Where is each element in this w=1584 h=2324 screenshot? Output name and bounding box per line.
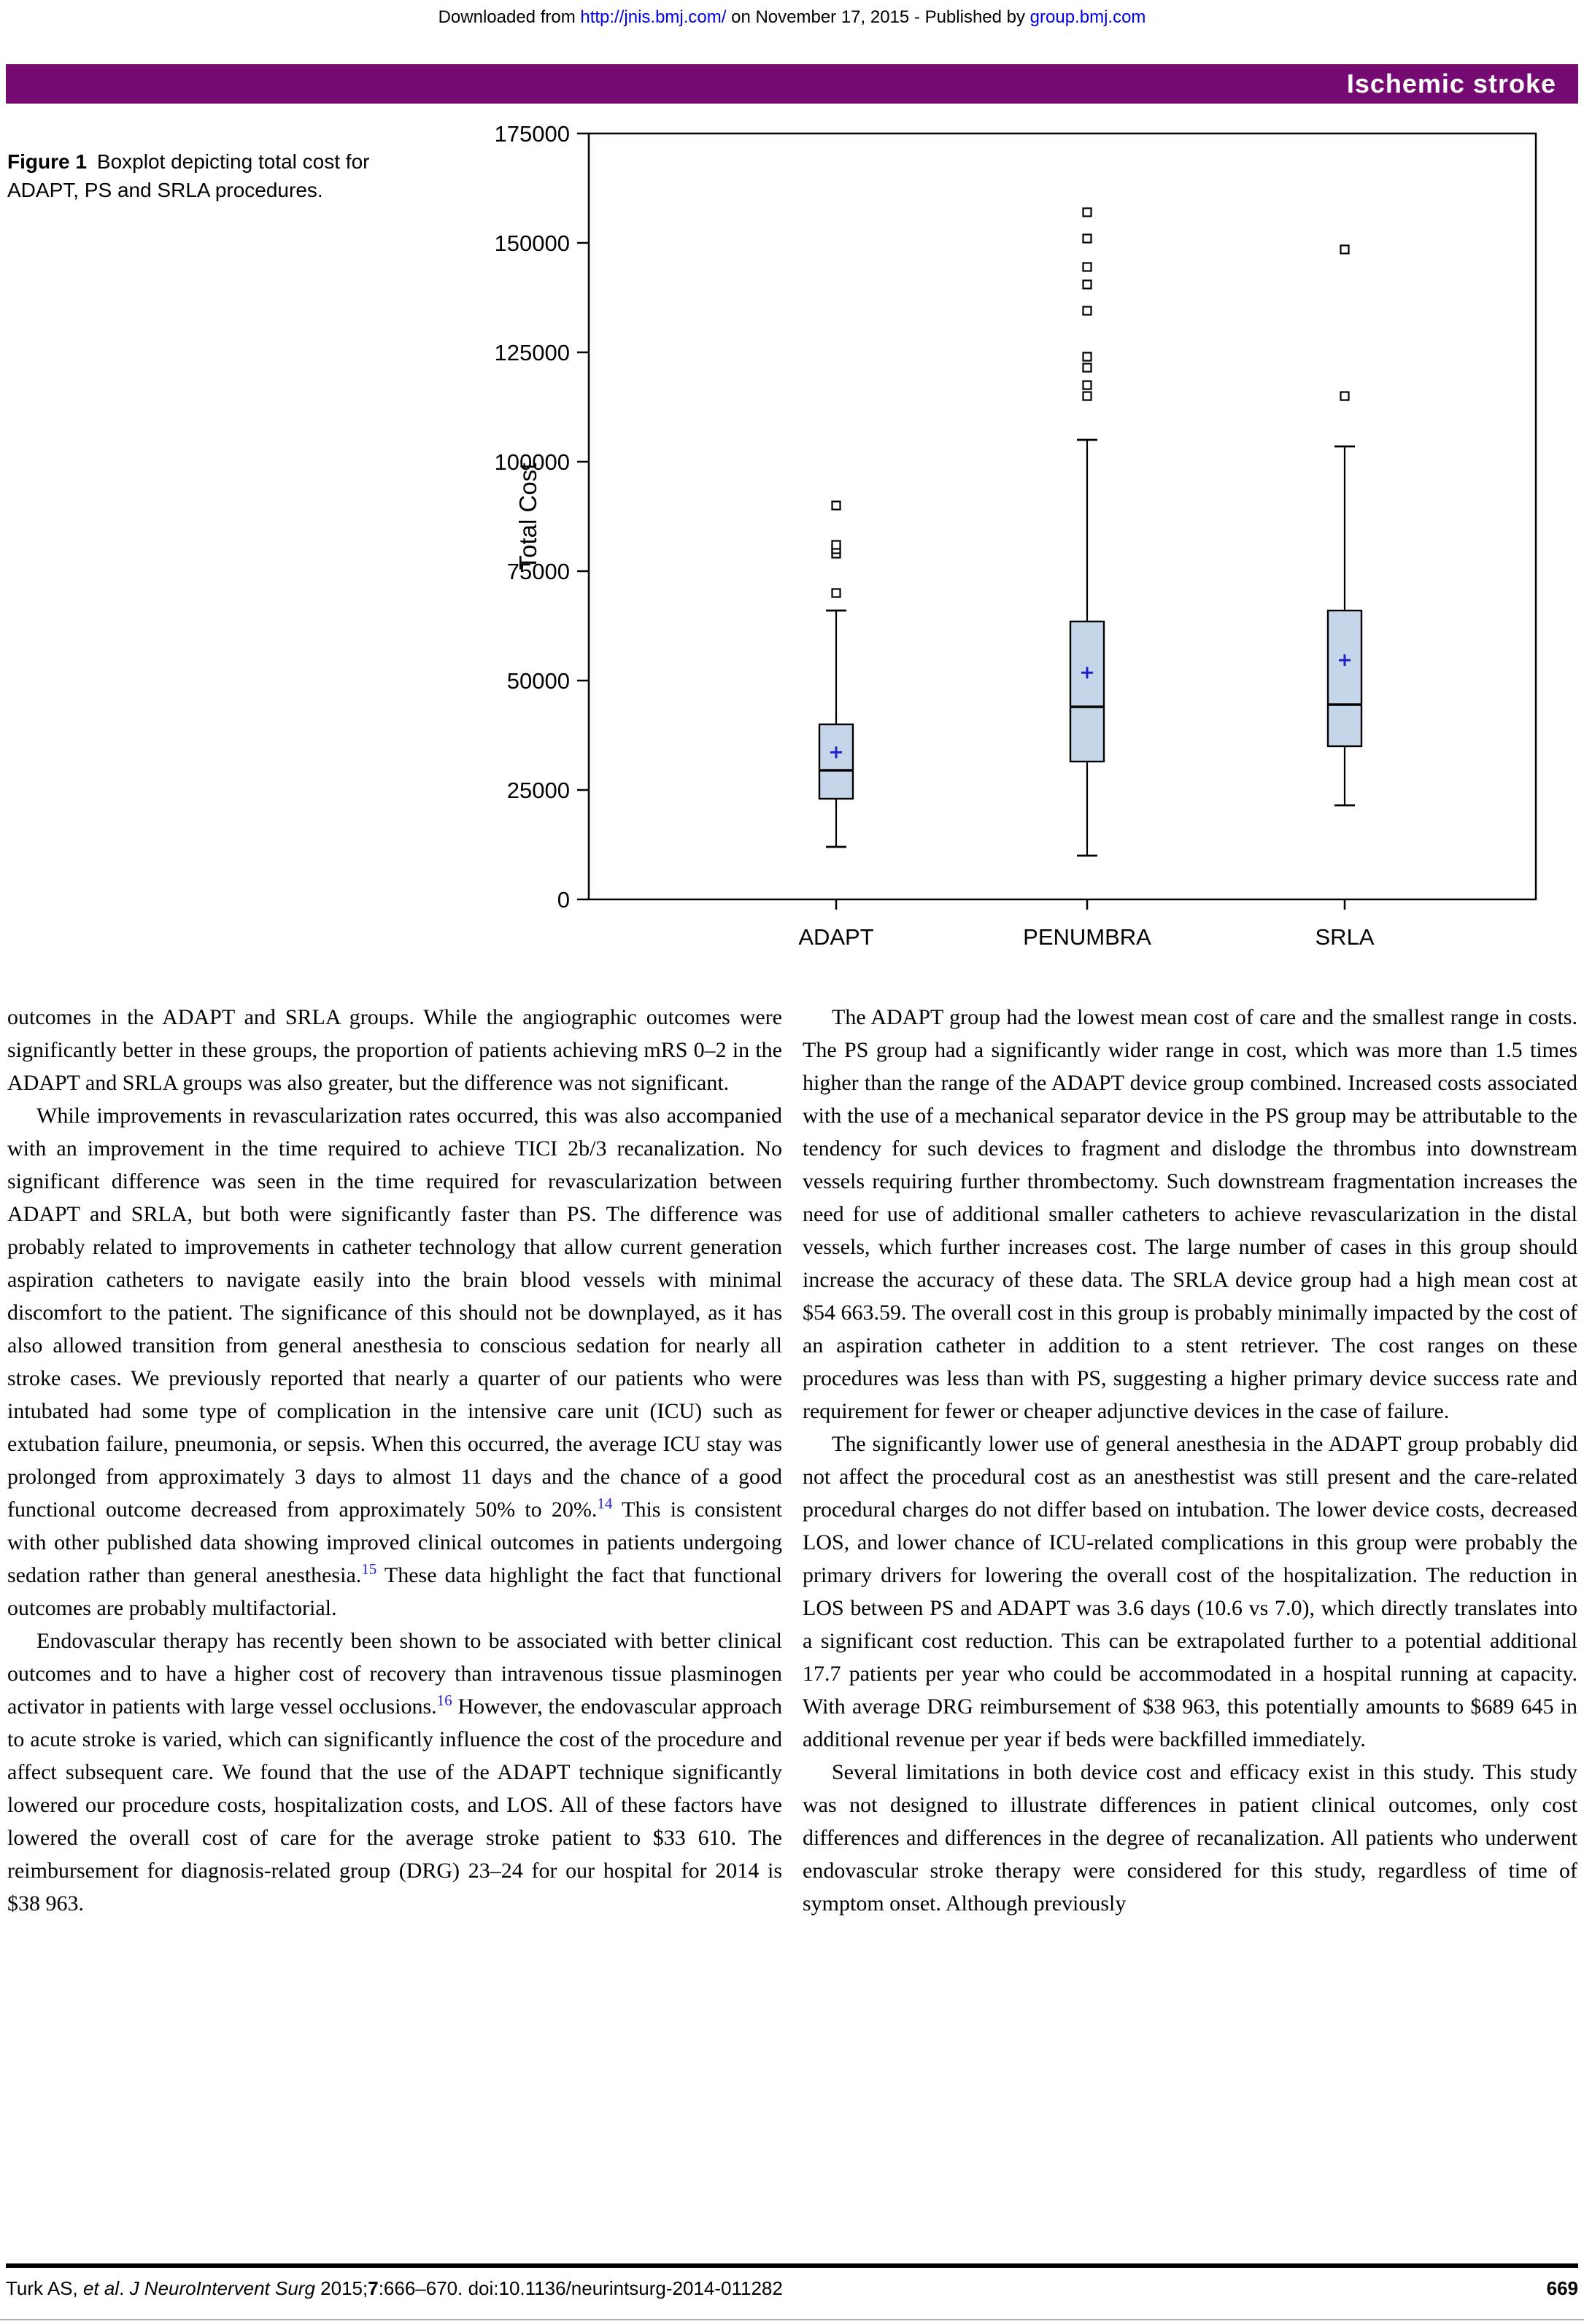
outlier-penumbra (1083, 364, 1092, 372)
boxplot-svg (496, 117, 1547, 970)
boxplot-figure (496, 117, 1547, 970)
outlier-penumbra (1083, 263, 1092, 271)
footer-citation: Turk AS, et al. J NeuroIntervent Surg 2015;7:666–670. doi:10.1136/neurintsurg-2014-011282 (6, 2277, 783, 2299)
outlier-penumbra (1083, 381, 1092, 390)
download-header: Downloaded from http://jnis.bmj.com/ on November 17, 2015 - Published by group.bmj.com (438, 7, 1146, 27)
box-penumbra (1070, 621, 1104, 762)
paragraph: Several limitations in both device cost and efficacy exist in this study. This study was not designed to illustrate differences in patient clinical outcomes, only cost differences and differences in the degree of recanalization. All patients who underwent endovascular stroke therapy were considered for this study, regardless of time of symptom onset. Although previously (803, 1760, 1577, 1916)
y-tick-label: 100000 (496, 449, 570, 475)
y-tick-label: 125000 (496, 340, 570, 365)
outlier-penumbra (1083, 209, 1092, 217)
figure-caption-text: Boxplot depicting total cost for ADAPT, PS and SRLA procedures. (7, 150, 370, 201)
outlier-adapt (832, 589, 841, 597)
footer (6, 2277, 1578, 2300)
y-tick-label: 175000 (496, 121, 570, 147)
bottom-hairline (0, 2319, 1584, 2320)
outlier-srla (1341, 246, 1349, 254)
outlier-penumbra (1083, 281, 1092, 289)
x-category-label-penumbra: PENUMBRA (1023, 924, 1151, 950)
y-tick-label: 0 (557, 887, 570, 913)
paragraph: While improvements in revascularization rates occurred, this was also accompanied with an improvement in the time required to achieve TICI 2b/3 recanalization. No significant difference was seen in the time required for revascularization between ADAPT and SRLA, but both were significantly faster than PS. The difference was probably related to improvements in catheter technology that allow current generation aspiration catheters to navigate easily into the brain blood vessels with minimal discomfort to the patient. The significance of this should not be downplayed, as it has also allowed transition from general anesthesia to conscious sedation for nearly all stroke cases. We previously reported that nearly a quarter of our patients who were intubated had some type of complication in the intensive care unit (ICU) such as extubation failure, pneumonia, or sepsis. When this occurred, the average ICU stay was prolonged from approximately 3 days to almost 11 days and the chance of a good functional outcome decreased from approximately 50% to 20%.$^{14}$ This is consistent with other published data showing improved clinical outcomes in patients undergoing sedation rather than general anesthesia.$^{15}$ These data highlight the fact that functional outcomes are probably multifactorial. (7, 1104, 782, 1620)
paragraph: The ADAPT group had the lowest mean cost of care and the smallest range in costs. The PS group had a significantly wider range in cost, which was more than 1.5 times higher than the range of the ADAPT device group combined. Increased costs associated with the use of a mechanical separator device in the PS group may be attributable to the tendency for such devices to fragment and dislodge the thrombus into downstream vessels requiring further thrombectomy. Such downstream fragmentation increases the need for use of additional smaller catheters to achieve revascularization in the distal vessels, which further increases cost. The large number of cases in this group should increase the accuracy of these data. The SRLA device group had a high mean cost at $54 663.59. The overall cost in this group is probably minimally impacted by the cost of an aspiration catheter in addition to a stent retriever. The cost ranges on these procedures was less than with PS, suggesting a higher primary device success rate and requirement for fewer or cheaper adjunctive devices in the case of failure. (803, 1005, 1577, 1423)
outlier-penumbra (1083, 392, 1092, 400)
article-body (7, 1001, 1578, 1920)
outlier-srla (1341, 392, 1349, 400)
y-tick-label: 150000 (496, 231, 570, 256)
outlier-adapt (832, 502, 841, 510)
x-category-label-adapt: ADAPT (798, 924, 874, 950)
figure-caption (7, 147, 438, 204)
paragraph: The significantly lower use of general anesthesia in the ADAPT group probably did not affect the procedural cost as an anesthestist was still present and the care-related procedural charges do not differ based on intubation. The lower device costs, decreased LOS, and lower chance of ICU-related complications in this group were probably the primary drivers for lowering the overall cost of the hospitalization. The reduction in LOS between PS and ADAPT was 3.6 days (10.6 vs 7.0), which directly translates into a significant cost reduction. This can be extrapolated further to a potential additional 17.7 patients per year who could be accommodated in a hospital running at capacity. With average DRG reimbursement of $38 963, this potentially amounts to $689 645 in additional revenue per year if beds were backfilled immediately. (803, 1432, 1577, 1751)
outlier-penumbra (1083, 353, 1092, 361)
plot-border (589, 133, 1536, 899)
y-tick-label: 50000 (506, 668, 570, 694)
figure-label: Figure 1 (7, 150, 87, 173)
paragraph: outcomes in the ADAPT and SRLA groups. While the angiographic outcomes were significantly better in these groups, the proportion of patients achieving mRS 0–2 in the ADAPT and SRLA groups was also greater, but the difference was not significant. (7, 1005, 782, 1095)
y-tick-label: 75000 (506, 559, 570, 584)
paragraph: Endovascular therapy has recently been shown to be associated with better clinical outcomes and to have a higher cost of recovery than intravenous tissue plasminogen activator in patients with large vessel occlusions.$^{16}$ However, the endovascular approach to acute stroke is varied, which can significantly influence the cost of the procedure and affect subsequent care. We found that the use of the ADAPT technique significantly lowered our procedure costs, hospitalization costs, and LOS. All of these factors have lowered the overall cost of care for the average stroke patient to $33 610. The reimbursement for diagnosis-related group (DRG) 23–24 for our hospital for 2014 is $38 963. (7, 1629, 782, 1916)
section-banner (6, 64, 1578, 104)
outlier-penumbra (1083, 307, 1092, 315)
article-column-right (803, 1001, 1577, 1920)
header-link[interactable]: http://jnis.bmj.com/ (580, 7, 727, 27)
box-adapt (819, 724, 853, 799)
header-link[interactable]: group.bmj.com (1029, 7, 1146, 27)
y-axis-label: Total Cost (514, 462, 541, 570)
page-number: 669 (1546, 2277, 1578, 2299)
footer-rule (6, 2263, 1578, 2268)
article-column-left (7, 1001, 782, 1920)
outlier-adapt (832, 541, 841, 549)
outlier-penumbra (1083, 235, 1092, 243)
box-srla (1328, 611, 1361, 746)
y-tick-label: 25000 (506, 778, 570, 803)
x-category-label-srla: SRLA (1315, 924, 1375, 950)
section-banner-label: Ischemic stroke (1346, 69, 1556, 98)
